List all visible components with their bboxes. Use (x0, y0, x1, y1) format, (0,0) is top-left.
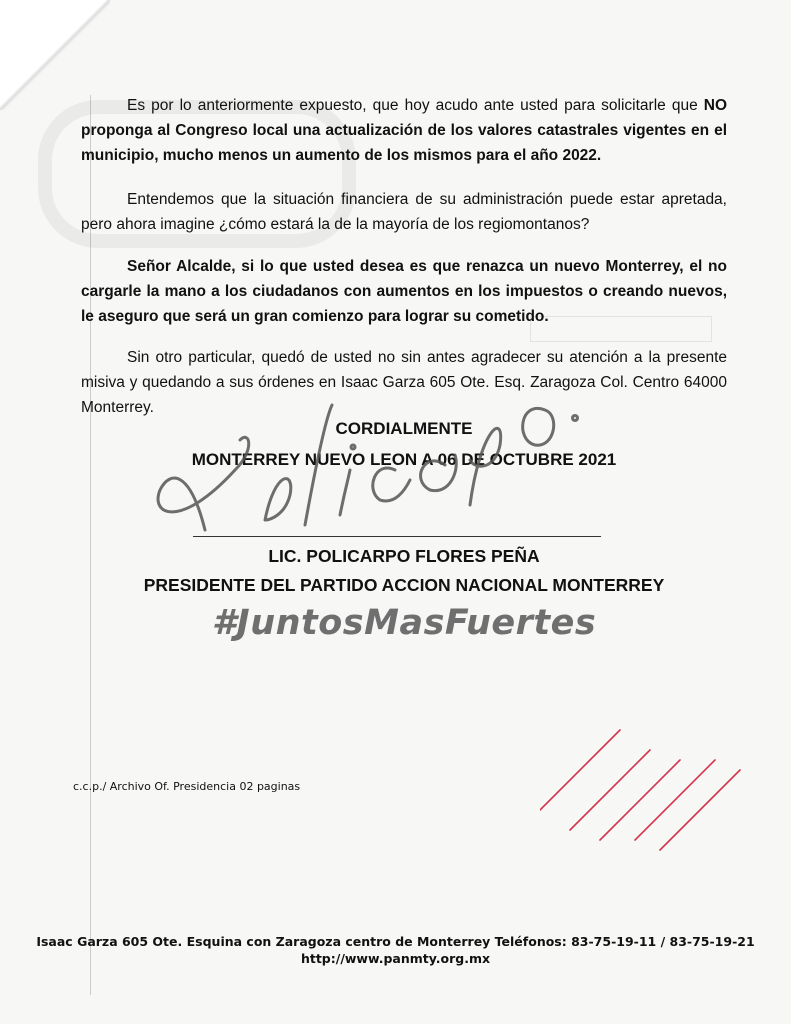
ccp-note: c.c.p./ Archivo Of. Presidencia 02 paginas (73, 780, 301, 793)
place-date: MONTERREY NUEVO LEON A 06 DE OCTUBRE 2021 (191, 450, 617, 469)
signature-line (193, 536, 601, 537)
paragraph-request (81, 93, 727, 168)
signer-title: PRESIDENTE DEL PARTIDO ACCION NACIONAL MONTERREY (143, 575, 665, 595)
paragraph-request-start: Es por lo anteriormente expuesto, que hoy acudo ante usted para solicitarle que (127, 97, 704, 114)
reception-note (540, 700, 760, 900)
paragraph-closing: Sin otro particular, quedó de usted no sin antes agradecer su atención a la presente misiva y quedando a sus órdenes en Isaac Garza 605 Ote. Esq. Zaragoza Col. Centro 64000 Monterrey. (81, 349, 727, 416)
footer-url[interactable]: http://www.panmty.org.mx (300, 951, 491, 966)
salutation: CORDIALMENTE (335, 419, 473, 438)
paragraph-finances: Entendemos que la situación financiera de su administración puede estar apretada, pero ahora imagine ¿cómo estará la de la mayoría de los regiomontanos? (81, 191, 727, 233)
signer-name: LIC. POLICARPO FLORES PEÑA (268, 546, 540, 566)
paragraph-alcalde: Señor Alcalde, si lo que usted desea es que renazca un nuevo Monterrey, el no cargarle la mano a los ciudadanos con aumentos en los impuestos o creando nuevos, le aseguro que será un gran comienzo para lograr su cometido. (81, 258, 727, 325)
footer-address: Isaac Garza 605 Ote. Esquina con Zaragoza centro de Monterrey Teléfonos: 83-75-19-11 / 83-75-19-21 (36, 934, 755, 949)
paragraph-request-bold: NO proponga al Congreso local una actualización de los valores catastrales vigentes en el municipio, mucho menos un aumento de los mismos para el año 2022. (81, 97, 727, 164)
hashtag: #JuntosMasFuertes (211, 603, 597, 643)
reception-note-handwriting (540, 700, 760, 900)
